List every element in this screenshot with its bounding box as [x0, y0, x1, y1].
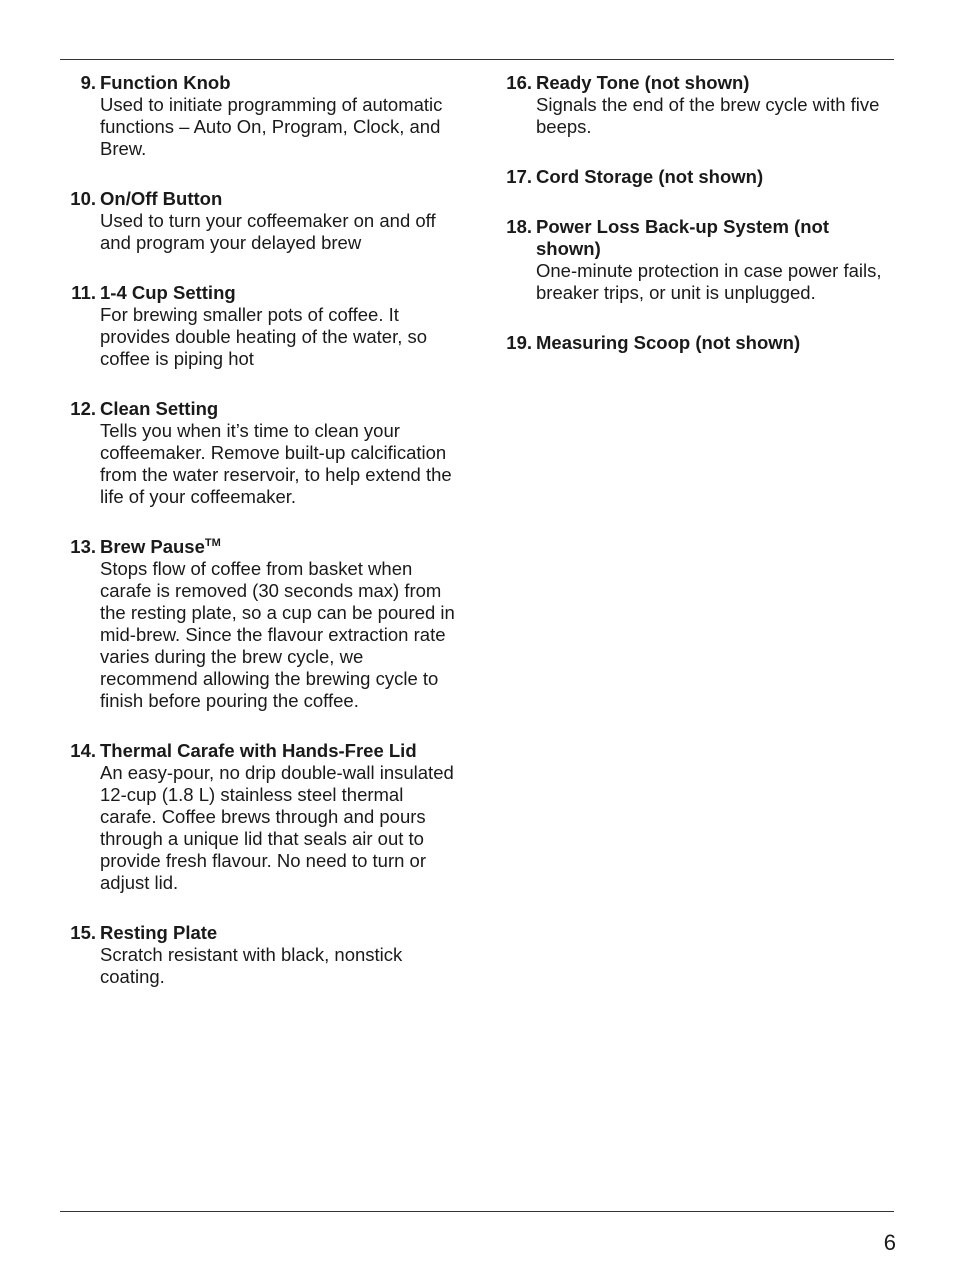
item-title-text: Resting Plate: [100, 922, 218, 943]
list-item: [496, 72, 896, 138]
left-column: [60, 72, 460, 1016]
item-number: 14.: [70, 740, 96, 761]
right-column: [496, 72, 896, 382]
item-description: Scratch resistant with black, nonstick coating.: [100, 944, 403, 987]
list-item: [60, 536, 460, 712]
item-number: 9.: [80, 72, 96, 93]
item-title-text: Thermal Carafe with Hands-Free Lid: [100, 740, 417, 761]
item-description: An easy-pour, no drip double-wall insulated 12-cup (1.8 L) stainless steel thermal carafe. Coffee brews through and pours through a unique lid that seals air out to provide fresh flavour. No need to turn or adjust lid.: [100, 762, 454, 893]
item-title: [100, 188, 460, 210]
item-description: For brewing smaller pots of coffee. It provides double heating of the water, so coffee is piping hot: [100, 304, 428, 369]
item-title: [100, 536, 460, 558]
page-number: 6: [883, 1230, 896, 1255]
item-number: 15.: [70, 922, 96, 943]
list-item: [60, 922, 460, 988]
item-title: [100, 282, 460, 304]
item-number: 18.: [506, 216, 532, 237]
trademark-mark: TM: [204, 536, 221, 549]
item-title-text: Cord Storage (not shown): [536, 166, 764, 187]
item-number: 10.: [70, 188, 96, 209]
list-item: [496, 216, 896, 304]
item-title-text: Ready Tone (not shown): [536, 72, 750, 93]
list-item: [496, 332, 896, 354]
item-title-text: Function Knob: [100, 72, 231, 93]
item-title: [100, 922, 460, 944]
item-number: 19.: [506, 332, 532, 353]
item-number: 11.: [71, 282, 96, 303]
list-item: [60, 72, 460, 160]
item-title: [536, 332, 896, 354]
list-item: [60, 398, 460, 508]
item-number: 16.: [506, 72, 532, 93]
item-title: [100, 740, 460, 762]
item-title: [536, 72, 896, 94]
item-number: 17.: [506, 166, 532, 187]
item-title-text: Power Loss Back-up System (not shown): [536, 216, 829, 259]
item-number: 12.: [70, 398, 96, 419]
list-item: [60, 740, 460, 894]
list-item: [60, 188, 460, 254]
item-description: Used to initiate programming of automatic functions – Auto On, Program, Clock, and Brew.: [100, 94, 443, 159]
item-title: [100, 398, 460, 420]
item-number: 13.: [70, 536, 96, 557]
item-description: Stops flow of coffee from basket when carafe is removed (30 seconds max) from the resting plate, so a cup can be poured in mid-brew. Since the flavour extraction rate varies during the brew cycle, we recommend allowing the brewing cycle to finish before pouring the coffee.: [100, 558, 455, 711]
item-title: [100, 72, 460, 94]
item-title-text: On/Off Button: [100, 188, 223, 209]
item-title: [536, 216, 896, 260]
item-description: Used to turn your coffeemaker on and off and program your delayed brew: [100, 210, 436, 253]
item-title-text: 1-4 Cup Setting: [100, 282, 236, 303]
top-rule: [60, 59, 894, 60]
item-description: Signals the end of the brew cycle with five beeps.: [536, 94, 880, 137]
item-description: One-minute protection in case power fails, breaker trips, or unit is unplugged.: [536, 260, 882, 303]
bottom-rule: [60, 1211, 894, 1212]
item-description: Tells you when it’s time to clean your coffeemaker. Remove built-up calcification from the water reservoir, to help extend the life of your coffeemaker.: [100, 420, 452, 507]
item-title-text: Brew Pause: [100, 536, 205, 557]
list-item: [60, 282, 460, 370]
item-title-text: Clean Setting: [100, 398, 219, 419]
item-title: [536, 166, 896, 188]
item-title-text: Measuring Scoop (not shown): [536, 332, 801, 353]
list-item: [496, 166, 896, 188]
